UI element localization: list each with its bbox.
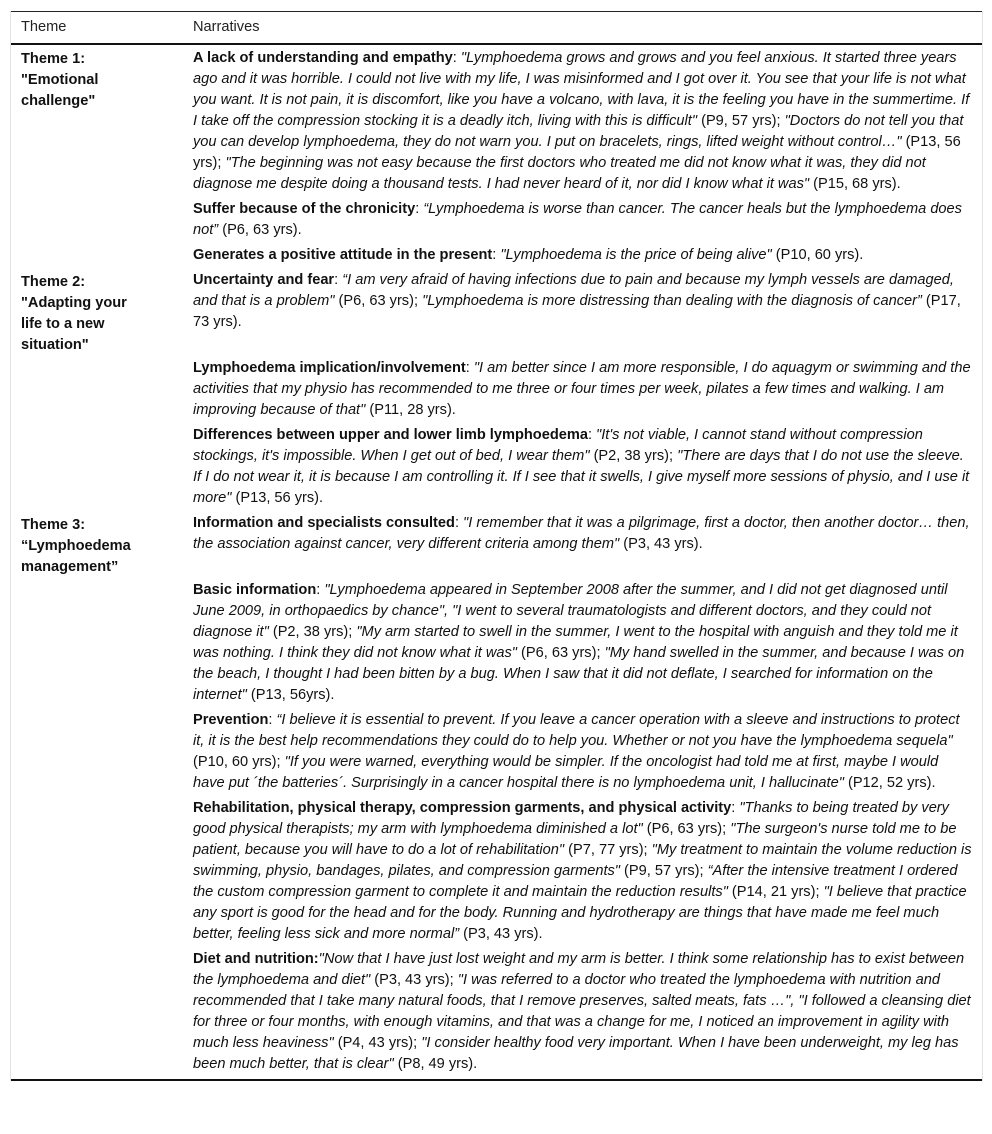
participant-reference: (P3, 43 yrs). bbox=[459, 926, 543, 942]
narrative-quote: "My hand swelled in the summer, and because I was on the beach, I thought I had been bitten by a bug. When I saw that it did not deflate, I searched for information on the internet" bbox=[193, 645, 965, 703]
participant-reference: (P10, 60 yrs); bbox=[193, 754, 285, 770]
participant-reference: (P6, 63 yrs); bbox=[642, 821, 731, 837]
narratives-table-container bbox=[10, 11, 983, 1081]
table-row-theme-3 bbox=[11, 511, 982, 1080]
participant-reference: (P13, 56 yrs); bbox=[193, 134, 961, 171]
narrative-quote: "It's not viable, I cannot stand without compression stockings, it's impossible. When I get out of bed, I wear them" bbox=[193, 427, 923, 464]
participant-reference: (P9, 57 yrs); bbox=[697, 113, 785, 129]
narrative-label: Generates a positive attitude in the present bbox=[193, 247, 493, 263]
participant-reference: (P8, 49 yrs). bbox=[393, 1056, 478, 1072]
theme-3-title bbox=[11, 511, 183, 1080]
narrative-label: Basic information bbox=[193, 582, 317, 598]
participant-reference: (P4, 43 yrs); bbox=[333, 1035, 422, 1051]
participant-reference: (P3, 43 yrs). bbox=[619, 536, 703, 552]
theme-2-narratives bbox=[183, 268, 982, 511]
narrative-quote: “I believe it is essential to prevent. If you leave a cancer operation with a sleeve and instructions to protect it, it is the best help recommendations they could do to help you. Whether or not you have the lymphoedema sequela" bbox=[193, 712, 960, 749]
narrative-quote: "Lymphoedema appeared in September 2008 after the summer, and I did not get diagnosed until June 2009, in orthopaedics by chance", "I went to several traumatologists and different doctors, and they could not diagnose it" bbox=[193, 582, 948, 640]
participant-reference: (P6, 63 yrs). bbox=[218, 222, 302, 238]
table-row-theme-2 bbox=[11, 268, 982, 511]
theme-title-line: life to a new bbox=[21, 316, 105, 332]
narrative-label: Information and specialists consulted bbox=[193, 515, 455, 531]
narrative-label: Differences between upper and lower limb lymphoedema bbox=[193, 427, 588, 443]
narrative-label: A lack of understanding and empathy bbox=[193, 50, 453, 66]
narrative-quote: "There are days that I do not use the sleeve. If I do not wear it, it is because I am controlling it. If I see that it swells, I give myself more sessions of physio, and I use it more" bbox=[193, 448, 970, 506]
narrative-quote: "The beginning was not easy because the first doctors who treated me did not know what it was, they did not diagnose me despite doing a thousand tests. I had never heard of it, nor did I know what it was" bbox=[193, 155, 926, 192]
narrative-rehabilitation: Rehabilitation, physical therapy, compression garments, and physical activity: "Thanks to being treated by very good physical therapists; my arm with lymphoedema diminished a lot" (P6, 63 yrs); "The surgeon's nurse told me to be patient, because you will have to do a lot of rehabilitation" (P7, 77 yrs); "My treatment to maintain the volume reduction is swimming, physio, bandages, pilates, and compression garments" (P9, 57 yrs); “After the intensive treatment I ordered the custom compression garment to complete it and maintain the reduction results" (P14, 21 yrs); "I believe that practice any sport is good for the head and for the body. Running and hydrotherapy are things that have made me feel much better, feeling less sick and more normal” (P3, 43 yrs). bbox=[193, 800, 972, 942]
narrative-quote: "I consider healthy food very important. When I have been underweight, my leg has been much better, that is clear" bbox=[193, 1035, 959, 1072]
participant-reference: (P7, 77 yrs); bbox=[564, 842, 652, 858]
narrative-label: Prevention bbox=[193, 712, 269, 728]
narrative-quote: "If you were warned, everything would be simpler. If the oncologist had told me at first, maybe I would have put ´the batteries´. Surprisingly in a cancer hospital there is no lymphoedema unit, I hallucinate" bbox=[193, 754, 939, 791]
participant-reference: (P6, 63 yrs); bbox=[516, 645, 605, 661]
narrative-quote: "Doctors do not tell you that you can develop lymphoedema, they do not warn you. I put on bracelets, rings, lifted weight without control…" bbox=[193, 113, 964, 150]
narrative-quote: “Lymphoedema is worse than cancer. The cancer heals but the lymphoedema does not” bbox=[193, 201, 962, 238]
narrative-basic-information: Basic information: "Lymphoedema appeared in September 2008 after the summer, and I did not get diagnosed until June 2009, in orthopaedics by chance", "I went to several traumatologists and different doctors, and they could not diagnose it" (P2, 38 yrs); "My arm started to swell in the summer, I went to the hospital with anguish and they told me it was nothing. I think they did not know what it was" (P6, 63 yrs); "My hand swelled in the summer, and because I was on the beach, I thought I had been bitten by a bug. When I saw that it did not deflate, I searched for information on the internet" (P13, 56yrs). bbox=[193, 582, 965, 703]
table-row-theme-1 bbox=[11, 44, 982, 268]
participant-reference: (P12, 52 yrs). bbox=[843, 775, 936, 791]
narrative-chronicity: Suffer because of the chronicity: “Lymphoedema is worse than cancer. The cancer heals but the lymphoedema does not” (P6, 63 yrs). bbox=[193, 201, 962, 238]
narrative-label: Rehabilitation, physical therapy, compression garments, and physical activity bbox=[193, 800, 732, 816]
narrative-quote: "I am better since I am more responsible, I do aquagym or swimming and the activities that my physio has recommended to me three or four times per week, pilates a few times and walking. I am improving because of that" bbox=[193, 360, 971, 418]
theme-1-narratives bbox=[183, 44, 982, 268]
theme-title-line: "Adapting your bbox=[21, 295, 127, 311]
narrative-label: Suffer because of the chronicity bbox=[193, 201, 416, 217]
column-header-narratives: Narratives bbox=[183, 12, 982, 45]
narrative-quote: "My treatment to maintain the volume reduction is swimming, physio, bandages, pilates, and compression garments" bbox=[193, 842, 972, 879]
theme-title-line: challenge" bbox=[21, 93, 96, 109]
narrative-quote: "The surgeon's nurse told me to be patient, because you will have to do a lot of rehabilitation" bbox=[193, 821, 957, 858]
narrative-quote: "I believe that practice any sport is good for the head and for the body. Running and hydrotherapy are things that have made me feel much better, feeling less sick and more normal” bbox=[193, 884, 967, 942]
theme-title-line: Theme 3: bbox=[21, 517, 86, 533]
narrative-label: Lymphoedema implication/involvement bbox=[193, 360, 466, 376]
narrative-uncertainty-fear: Uncertainty and fear: “I am very afraid of having infections due to pain and because my lymph vessels are damaged, and that is a problem" (P6, 63 yrs); "Lymphoedema is more distressing than dealing with the diagnosis of cancer” (P17, 73 yrs). bbox=[193, 272, 961, 330]
participant-reference: (P11, 28 yrs). bbox=[365, 402, 456, 418]
theme-2-title bbox=[11, 268, 183, 511]
narrative-prevention: Prevention: “I believe it is essential to prevent. If you leave a cancer operation with a sleeve and instructions to protect it, it is the best help recommendations they could do to help you. Whether or not you have the lymphoedema sequela" (P10, 60 yrs); "If you were warned, everything would be simpler. If the oncologist had told me at first, maybe I would have put ´the batteries´. Surprisingly in a cancer hospital there is no lymphoedema unit, I hallucinate" (P12, 52 yrs). bbox=[193, 712, 960, 791]
participant-reference: (P13, 56 yrs). bbox=[231, 490, 324, 506]
participant-reference: (P17, 73 yrs). bbox=[193, 293, 961, 330]
narrative-lack-of-understanding: A lack of understanding and empathy: "Lymphoedema grows and grows and you feel anxious. It started three years ago and it was horrible. I could not live with my life, I was misinformed and I got over it. You see that your life is not what you want. It is not pain, it is discomfort, like you have a volcano, with lava, it is the feeling you have in the summertime. If I take off the compression stocking it is a deadly itch, living with this is difficult" (P9, 57 yrs); "Doctors do not tell you that you can develop lymphoedema, they do not warn you. I put on bracelets, rings, lifted weight without control…" (P13, 56 yrs); "The beginning was not easy because the first doctors who treated me did not know what it was, they did not diagnose me despite doing a thousand tests. I had never heard of it, nor did I know what it was" (P15, 68 yrs). bbox=[193, 50, 970, 192]
narrative-label: Diet and nutrition: bbox=[193, 951, 319, 967]
narrative-quote: "Lymphoedema is more distressing than dealing with the diagnosis of cancer” bbox=[422, 293, 922, 309]
narrative-quote: "Lymphoedema is the price of being alive" bbox=[500, 247, 772, 263]
participant-reference: (P6, 63 yrs); bbox=[334, 293, 423, 309]
narrative-quote: "I remember that it was a pilgrimage, first a doctor, then another doctor… then, the association against cancer, very different criteria among them" bbox=[193, 515, 970, 552]
themes-narratives-table bbox=[11, 11, 982, 1081]
participant-reference: (P10, 60 yrs). bbox=[771, 247, 864, 263]
theme-3-narratives bbox=[183, 511, 982, 1080]
theme-title-line: "Emotional bbox=[21, 72, 99, 88]
narrative-quote: "Thanks to being treated by very good physical therapists; my arm with lymphoedema diminished a lot" bbox=[193, 800, 949, 837]
narrative-quote: “After the intensive treatment I ordered the custom compression garment to complete it and maintain the reduction results" bbox=[193, 863, 958, 900]
narrative-positive-attitude: Generates a positive attitude in the present: "Lymphoedema is the price of being alive" (P10, 60 yrs). bbox=[193, 247, 864, 263]
participant-reference: (P3, 43 yrs); bbox=[370, 972, 458, 988]
narrative-implication-involvement: Lymphoedema implication/involvement: "I am better since I am more responsible, I do aquagym or swimming and the activities that my physio has recommended to me three or four times per week, pilates a few times and walking. I am improving because of that" (P11, 28 yrs). bbox=[193, 360, 971, 418]
participant-reference: (P14, 21 yrs); bbox=[727, 884, 824, 900]
participant-reference: (P9, 57 yrs); bbox=[620, 863, 708, 879]
participant-reference: (P15, 68 yrs). bbox=[809, 176, 901, 192]
theme-title-line: situation" bbox=[21, 337, 89, 353]
narrative-upper-lower-limb: Differences between upper and lower limb lymphoedema: "It's not viable, I cannot stand without compression stockings, it's impossible. When I get out of bed, I wear them" (P2, 38 yrs); "There are days that I do not use the sleeve. If I do not wear it, it is because I am controlling it. If I see that it swells, I give myself more sessions of physio, and I use it more" (P13, 56 yrs). bbox=[193, 427, 970, 506]
theme-title-line: Theme 1: bbox=[21, 51, 86, 67]
narrative-quote: "My arm started to swell in the summer, I went to the hospital with anguish and they told me it was nothing. I think they did not know what it was" bbox=[193, 624, 958, 661]
theme-1-title bbox=[11, 44, 183, 268]
narrative-information-specialists: Information and specialists consulted: "I remember that it was a pilgrimage, first a doctor, then another doctor… then, the association against cancer, very different criteria among them" (P3, 43 yrs). bbox=[193, 515, 970, 552]
theme-title-line: “Lymphoedema bbox=[21, 538, 131, 554]
participant-reference: (P2, 38 yrs); bbox=[268, 624, 357, 640]
narrative-quote: “I am very afraid of having infections due to pain and because my lymph vessels are damaged, and that is a problem" bbox=[193, 272, 954, 309]
narrative-quote: "Lymphoedema grows and grows and you feel anxious. It started three years ago and it was horrible. I could not live with my life, I was misinformed and I got over it. You see that your life is not what you want. It is not pain, it is discomfort, like you have a volcano, with lava, it is the feeling you have in the summertime. If I take off the compression stocking it is a deadly itch, living with this is difficult" bbox=[193, 50, 970, 129]
narrative-quote: "I was referred to a doctor who treated the lymphoedema with nutrition and recommended that I take many natural foods, that I remove preserves, salted meats, fats …", "I followed a cleansing diet for three or four months, with enough vitamins, and that was a change for me, I noticed an improvement in agility with much less heaviness" bbox=[193, 972, 971, 1051]
participant-reference: (P13, 56yrs). bbox=[246, 687, 335, 703]
column-header-theme: Theme bbox=[11, 12, 183, 45]
narrative-diet-nutrition bbox=[193, 947, 972, 1077]
narrative-quote: "Now that I have just lost weight and my arm is better. I think some relationship has to exist between the lymphoedema and diet" bbox=[193, 951, 965, 988]
narrative-label: Uncertainty and fear bbox=[193, 272, 335, 288]
theme-title-line: Theme 2: bbox=[21, 274, 86, 290]
participant-reference: (P2, 38 yrs); bbox=[589, 448, 678, 464]
table-header-row bbox=[11, 12, 982, 45]
theme-title-line: management” bbox=[21, 559, 119, 575]
